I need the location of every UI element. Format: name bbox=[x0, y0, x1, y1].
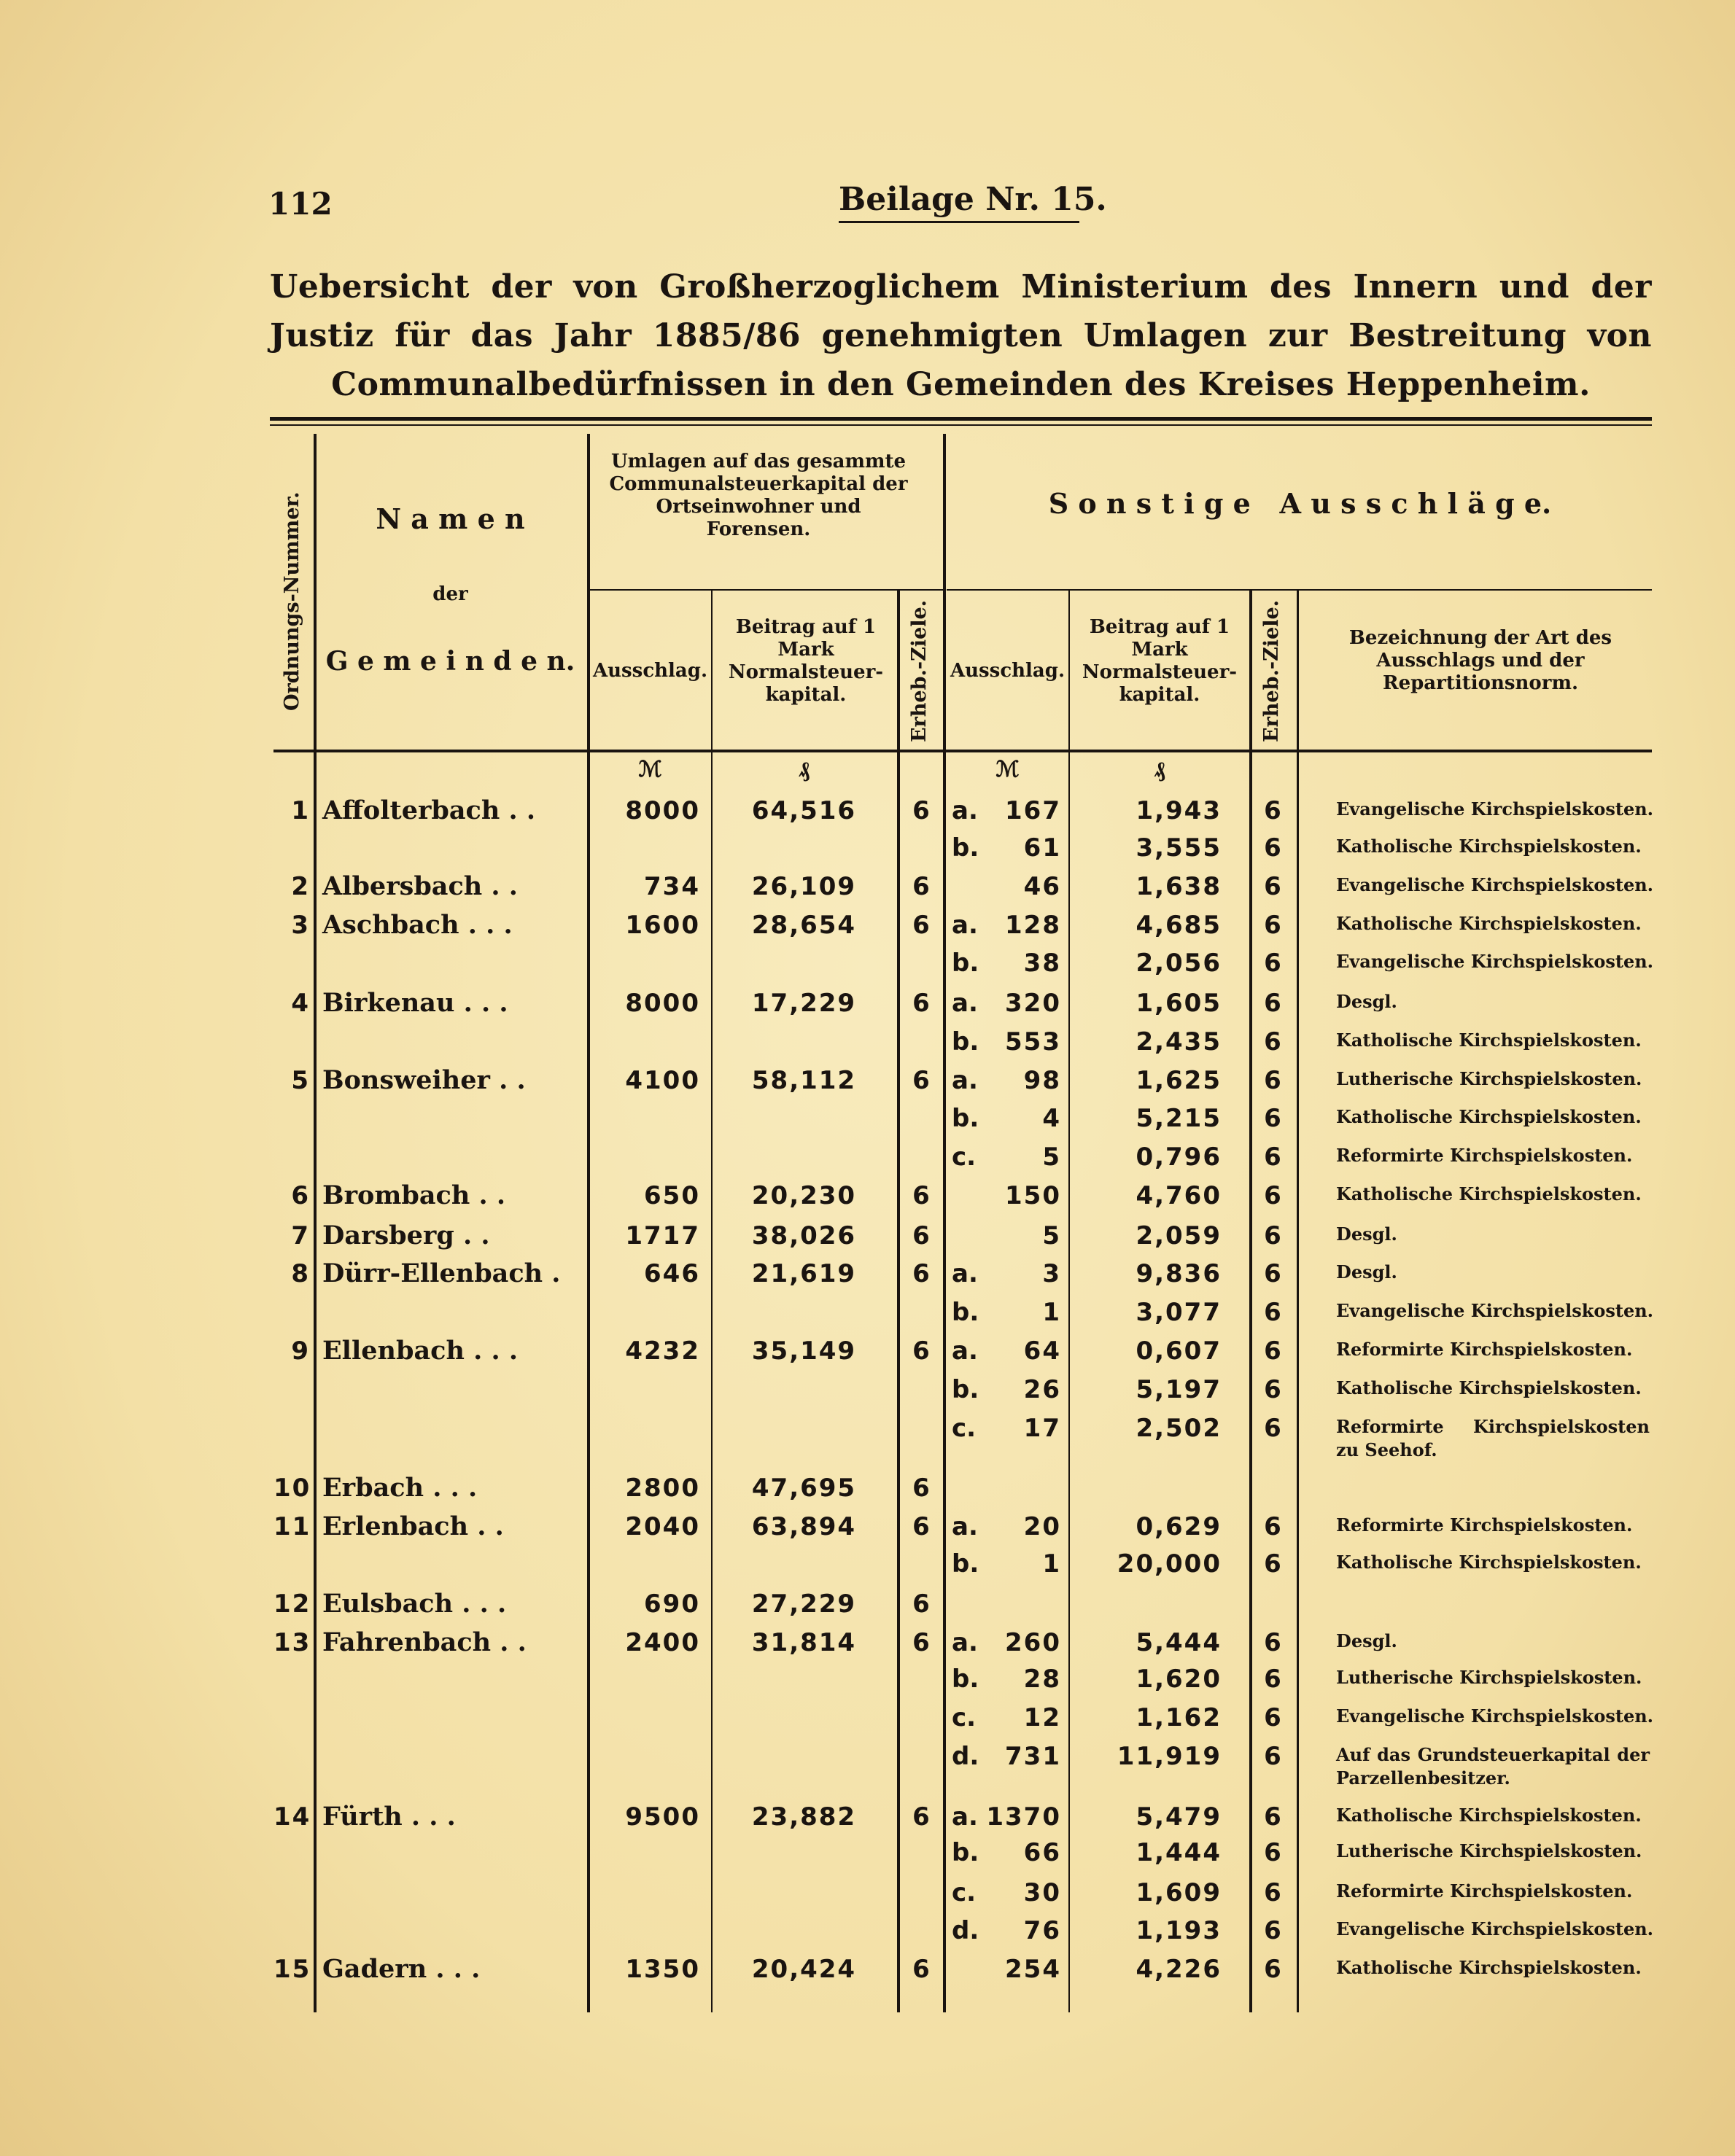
levy-amount: 4232 bbox=[625, 1336, 700, 1366]
levy-description: Reformirte Kirchspielskosten. bbox=[1336, 1145, 1633, 1166]
other-amount: 38 bbox=[1023, 949, 1061, 978]
sub-item-letter: d. bbox=[952, 1742, 979, 1771]
levy-description: Katholische Kirchspielskosten. bbox=[1336, 1106, 1642, 1127]
other-rate: 20,000 bbox=[1117, 1549, 1222, 1579]
municipality-name: Erbach . . . bbox=[322, 1473, 478, 1503]
levy-description: Evangelische Kirchspielskosten. bbox=[1336, 1705, 1654, 1727]
order-number: 2 bbox=[291, 872, 310, 901]
other-amount: 64 bbox=[1023, 1336, 1061, 1366]
page-title: Uebersicht der von Großherzoglichem Ministerium des Innern und der Justiz für das Jahr 1885/86 genehmigten Umlagen zur Bestreitung von Communalbedürfnissen in den Gemeinden des Kreises Heppenheim. bbox=[270, 268, 1652, 403]
levy-amount: 734 bbox=[644, 872, 700, 901]
other-instalments: 6 bbox=[1264, 1802, 1283, 1832]
other-rate: 2,502 bbox=[1136, 1414, 1222, 1443]
other-rate: 5,197 bbox=[1136, 1375, 1222, 1404]
levy-description: Desgl. bbox=[1336, 1223, 1397, 1245]
sub-item-letter: b. bbox=[952, 1298, 979, 1327]
sub-item-letter: b. bbox=[952, 1838, 979, 1867]
other-amount: 1370 bbox=[986, 1802, 1061, 1832]
header-contribution: Beitrag auf 1 Mark Normalsteuer-kapital. bbox=[728, 616, 884, 706]
levy-description: Evangelische Kirchspielskosten. bbox=[1336, 951, 1654, 972]
other-instalments: 6 bbox=[1264, 1221, 1283, 1250]
levy-amount: 8000 bbox=[625, 989, 700, 1018]
levy-description: Katholische Kirchspielskosten. bbox=[1336, 1377, 1642, 1398]
other-instalments: 6 bbox=[1264, 949, 1283, 978]
other-rate: 1,943 bbox=[1136, 796, 1222, 825]
levy-instalments: 6 bbox=[912, 1259, 931, 1288]
header-assessment: Ausschlag. bbox=[592, 660, 708, 682]
header-other-group: S o n s t i g e A u s s c h l ä g e. bbox=[1048, 487, 1552, 520]
order-number: 7 bbox=[291, 1221, 310, 1250]
levy-rate: 26,109 bbox=[751, 872, 857, 901]
sub-item-letter: a. bbox=[952, 1066, 978, 1095]
levy-description: Reformirte Kirchspielskosten. bbox=[1336, 1339, 1633, 1360]
levy-instalments: 6 bbox=[912, 989, 931, 1018]
column-rule bbox=[943, 434, 946, 2012]
levy-amount: 4100 bbox=[625, 1066, 700, 1095]
municipality-name: Albersbach . . bbox=[322, 871, 518, 901]
other-instalments: 6 bbox=[1264, 1375, 1283, 1404]
levy-amount: 8000 bbox=[625, 796, 700, 825]
other-rate: 2,059 bbox=[1136, 1221, 1222, 1250]
levy-instalments: 6 bbox=[912, 1802, 931, 1832]
sub-item-letter: a. bbox=[952, 796, 978, 825]
levy-description: Katholische Kirchspielskosten. bbox=[1336, 1183, 1642, 1205]
other-instalments: 6 bbox=[1264, 1703, 1283, 1732]
other-amount: 731 bbox=[1005, 1742, 1061, 1771]
levy-instalments: 6 bbox=[912, 911, 931, 940]
other-rate: 1,609 bbox=[1136, 1878, 1222, 1907]
sub-item-letter: b. bbox=[952, 1104, 979, 1133]
levy-instalments: 6 bbox=[912, 1181, 931, 1210]
levy-amount: 1350 bbox=[625, 1955, 700, 1984]
column-rule bbox=[711, 589, 713, 2012]
other-amount: 5 bbox=[1042, 1221, 1061, 1250]
sub-item-letter: c. bbox=[952, 1414, 977, 1443]
other-instalments: 6 bbox=[1264, 1838, 1283, 1867]
other-rate: 0,629 bbox=[1136, 1512, 1222, 1541]
other-instalments: 6 bbox=[1264, 1143, 1283, 1172]
municipality-name: Brombach . . bbox=[322, 1180, 506, 1210]
other-amount: 3 bbox=[1042, 1259, 1061, 1288]
sub-item-letter: d. bbox=[952, 1916, 979, 1945]
sub-item-letter: a. bbox=[952, 1628, 978, 1657]
other-amount: 30 bbox=[1023, 1878, 1061, 1907]
levy-description: Desgl. bbox=[1336, 1630, 1397, 1651]
page-number: 112 bbox=[268, 186, 333, 222]
levy-description: Lutherische Kirchspielskosten. bbox=[1336, 1667, 1642, 1688]
other-rate: 1,444 bbox=[1136, 1838, 1222, 1867]
order-number: 6 bbox=[291, 1181, 310, 1210]
municipality-name: Eulsbach . . . bbox=[322, 1589, 507, 1619]
levy-description: Katholische Kirchspielskosten. bbox=[1336, 836, 1642, 857]
levy-description: Katholische Kirchspielskosten. bbox=[1336, 1030, 1642, 1051]
other-instalments: 6 bbox=[1264, 1512, 1283, 1541]
levy-rate: 31,814 bbox=[751, 1628, 857, 1657]
levy-amount: 1600 bbox=[625, 911, 700, 940]
levy-amount: 646 bbox=[644, 1259, 700, 1288]
levy-rate: 35,149 bbox=[751, 1336, 857, 1366]
order-number: 12 bbox=[273, 1589, 311, 1619]
other-amount: 17 bbox=[1023, 1414, 1061, 1443]
other-instalments: 6 bbox=[1264, 796, 1283, 825]
levy-instalments: 6 bbox=[912, 1221, 931, 1250]
column-rule bbox=[943, 434, 946, 589]
levy-rate: 28,654 bbox=[751, 911, 857, 940]
other-amount: 260 bbox=[1005, 1628, 1061, 1657]
municipality-name: Gadern . . . bbox=[322, 1954, 481, 1984]
other-instalments: 6 bbox=[1264, 1181, 1283, 1210]
other-amount: 167 bbox=[1005, 796, 1061, 825]
other-amount: 26 bbox=[1023, 1375, 1061, 1404]
order-number: 4 bbox=[291, 989, 310, 1018]
levy-rate: 38,026 bbox=[751, 1221, 857, 1250]
other-rate: 0,796 bbox=[1136, 1143, 1222, 1172]
levy-rate: 64,516 bbox=[751, 796, 857, 825]
column-rule bbox=[897, 589, 900, 2012]
levy-rate: 20,230 bbox=[751, 1181, 857, 1210]
other-amount: 128 bbox=[1005, 911, 1061, 940]
other-instalments: 6 bbox=[1264, 911, 1283, 940]
header-names-3: G e m e i n d e n. bbox=[325, 646, 575, 677]
levy-description: Katholische Kirchspielskosten. bbox=[1336, 913, 1642, 934]
levy-description: Lutherische Kirchspielskosten. bbox=[1336, 1068, 1642, 1089]
other-instalments: 6 bbox=[1264, 1916, 1283, 1945]
levy-instalments: 6 bbox=[912, 1628, 931, 1657]
levy-instalments: 6 bbox=[912, 1512, 931, 1541]
levy-amount: 2800 bbox=[625, 1474, 700, 1503]
column-rule bbox=[1297, 589, 1299, 2012]
other-instalments: 6 bbox=[1264, 1878, 1283, 1907]
levy-amount: 1717 bbox=[625, 1221, 700, 1250]
other-amount: 98 bbox=[1023, 1066, 1061, 1095]
other-rate: 1,620 bbox=[1136, 1665, 1222, 1694]
other-rate: 2,435 bbox=[1136, 1027, 1222, 1056]
other-amount: 5 bbox=[1042, 1143, 1061, 1172]
other-amount: 1 bbox=[1042, 1549, 1061, 1579]
municipality-name: Erlenbach . . bbox=[322, 1511, 504, 1541]
other-instalments: 6 bbox=[1264, 1955, 1283, 1984]
other-rate: 1,625 bbox=[1136, 1066, 1222, 1095]
order-number: 5 bbox=[291, 1066, 310, 1095]
sub-item-letter: c. bbox=[952, 1703, 977, 1732]
header-names-1: N a m e n bbox=[376, 502, 525, 535]
other-rate: 9,836 bbox=[1136, 1259, 1222, 1288]
levy-description: Evangelische Kirchspielskosten. bbox=[1336, 1918, 1654, 1939]
sub-item-letter: b. bbox=[952, 1549, 979, 1579]
levy-description: Katholische Kirchspielskosten. bbox=[1336, 1805, 1642, 1826]
other-amount: 76 bbox=[1023, 1916, 1061, 1945]
other-rate: 1,638 bbox=[1136, 872, 1222, 901]
unit-pfennig-2: ₰ bbox=[1154, 757, 1165, 782]
other-amount: 61 bbox=[1023, 833, 1061, 863]
municipality-name: Bonsweiher . . bbox=[322, 1065, 526, 1095]
sub-item-letter: a. bbox=[952, 1336, 978, 1366]
sub-item-letter: a. bbox=[952, 911, 978, 940]
other-rate: 1,193 bbox=[1136, 1916, 1222, 1945]
top-rule-thick bbox=[270, 417, 1652, 421]
header-instalments: Erheb.-Ziele. bbox=[908, 599, 931, 742]
other-rate: 0,607 bbox=[1136, 1336, 1222, 1366]
levy-description: Lutherische Kirchspielskosten. bbox=[1336, 1840, 1642, 1861]
municipality-name: Affolterbach . . bbox=[322, 795, 536, 825]
levy-rate: 23,882 bbox=[751, 1802, 857, 1832]
other-instalments: 6 bbox=[1264, 1027, 1283, 1056]
header-names-2: der bbox=[432, 583, 468, 605]
levy-amount: 2040 bbox=[625, 1512, 700, 1541]
levy-description: Katholische Kirchspielskosten. bbox=[1336, 1552, 1642, 1573]
other-instalments: 6 bbox=[1264, 989, 1283, 1018]
other-instalments: 6 bbox=[1264, 1414, 1283, 1443]
sub-item-letter: b. bbox=[952, 949, 979, 978]
other-instalments: 6 bbox=[1264, 1336, 1283, 1366]
sub-item-letter: b. bbox=[952, 1375, 979, 1404]
other-amount: 20 bbox=[1023, 1512, 1061, 1541]
other-amount: 1 bbox=[1042, 1298, 1061, 1327]
other-instalments: 6 bbox=[1264, 1742, 1283, 1771]
order-number: 15 bbox=[273, 1955, 311, 1984]
other-instalments: 6 bbox=[1264, 1665, 1283, 1694]
other-instalments: 6 bbox=[1264, 1259, 1283, 1288]
top-rule-thin bbox=[270, 424, 1652, 426]
levy-rate: 58,112 bbox=[751, 1066, 857, 1095]
order-number: 1 bbox=[291, 796, 310, 825]
sub-item-letter: b. bbox=[952, 1027, 979, 1056]
levy-rate: 63,894 bbox=[751, 1512, 857, 1541]
other-rate: 4,760 bbox=[1136, 1181, 1222, 1210]
levy-rate: 27,229 bbox=[751, 1589, 857, 1619]
levy-description: Reformirte Kirchspielskosten. bbox=[1336, 1514, 1633, 1536]
sub-item-letter: a. bbox=[952, 989, 978, 1018]
municipality-name: Birkenau . . . bbox=[322, 988, 508, 1018]
sub-item-letter: a. bbox=[952, 1512, 978, 1541]
municipality-name: Darsberg . . bbox=[322, 1221, 490, 1250]
sub-item-letter: b. bbox=[952, 1665, 979, 1694]
other-instalments: 6 bbox=[1264, 1628, 1283, 1657]
column-rule bbox=[587, 434, 590, 2012]
supplement-heading: Beilage Nr. 15. bbox=[839, 181, 1079, 223]
column-rule bbox=[314, 434, 317, 2012]
order-number: 9 bbox=[291, 1336, 310, 1366]
other-instalments: 6 bbox=[1264, 1104, 1283, 1133]
header-divider-other bbox=[947, 589, 1652, 591]
unit-pfennig: ₰ bbox=[799, 757, 810, 782]
sub-item-letter: b. bbox=[952, 833, 979, 863]
unit-mark-2: ℳ bbox=[995, 757, 1020, 782]
levy-description: Desgl. bbox=[1336, 991, 1397, 1012]
other-amount: 150 bbox=[1005, 1181, 1061, 1210]
municipality-name: Dürr-Ellenbach . bbox=[322, 1258, 561, 1288]
levy-rate: 17,229 bbox=[751, 989, 857, 1018]
other-amount: 4 bbox=[1042, 1104, 1061, 1133]
other-amount: 28 bbox=[1023, 1665, 1061, 1694]
other-amount: 46 bbox=[1023, 872, 1061, 901]
other-rate: 5,444 bbox=[1136, 1628, 1222, 1657]
levy-instalments: 6 bbox=[912, 1066, 931, 1095]
other-instalments: 6 bbox=[1264, 872, 1283, 901]
levy-instalments: 6 bbox=[912, 1589, 931, 1619]
column-rule bbox=[1068, 589, 1070, 2012]
levy-instalments: 6 bbox=[912, 796, 931, 825]
other-rate: 4,685 bbox=[1136, 911, 1222, 940]
header-assessment-2: Ausschlag. bbox=[950, 660, 1066, 682]
other-rate: 11,919 bbox=[1117, 1742, 1222, 1771]
other-instalments: 6 bbox=[1264, 1549, 1283, 1579]
unit-mark: ℳ bbox=[638, 757, 662, 782]
header-description: Bezeichnung der Art des Ausschlags und der Repartitionsnorm. bbox=[1348, 627, 1612, 694]
order-number: 3 bbox=[291, 911, 310, 940]
levy-description: Evangelische Kirchspielskosten. bbox=[1336, 798, 1654, 820]
other-rate: 3,077 bbox=[1136, 1298, 1222, 1327]
levy-description: Evangelische Kirchspielskosten. bbox=[1336, 874, 1654, 895]
municipality-name: Fahrenbach . . bbox=[322, 1627, 527, 1657]
sub-item-letter: a. bbox=[952, 1802, 978, 1832]
other-instalments: 6 bbox=[1264, 833, 1283, 863]
order-number: 13 bbox=[273, 1628, 311, 1657]
levy-instalments: 6 bbox=[912, 1955, 931, 1984]
order-number: 11 bbox=[273, 1512, 311, 1541]
other-rate: 4,226 bbox=[1136, 1955, 1222, 1984]
levy-instalments: 6 bbox=[912, 1474, 931, 1503]
other-instalments: 6 bbox=[1264, 1298, 1283, 1327]
levy-amount: 690 bbox=[644, 1589, 700, 1619]
other-rate: 5,215 bbox=[1136, 1104, 1222, 1133]
levy-description: Reformirte Kirchspielskosten zu Seehof. bbox=[1336, 1416, 1650, 1460]
levy-amount: 9500 bbox=[625, 1802, 700, 1832]
municipality-name: Fürth . . . bbox=[322, 1802, 456, 1832]
other-amount: 320 bbox=[1005, 989, 1061, 1018]
sub-item-letter: c. bbox=[952, 1878, 977, 1907]
sub-item-letter: a. bbox=[952, 1259, 978, 1288]
levy-rate: 21,619 bbox=[751, 1259, 857, 1288]
header-order-number: Ordnungs-Nummer. bbox=[281, 491, 303, 712]
levy-instalments: 6 bbox=[912, 872, 931, 901]
levy-amount: 2400 bbox=[625, 1628, 700, 1657]
municipality-name: Aschbach . . . bbox=[322, 910, 513, 940]
header-bottom-rule bbox=[273, 750, 1652, 752]
levy-rate: 47,695 bbox=[751, 1474, 857, 1503]
other-amount: 553 bbox=[1005, 1027, 1061, 1056]
levy-description: Reformirte Kirchspielskosten. bbox=[1336, 1880, 1633, 1902]
sub-item-letter: c. bbox=[952, 1143, 977, 1172]
other-amount: 12 bbox=[1023, 1703, 1061, 1732]
levy-description: Desgl. bbox=[1336, 1261, 1397, 1283]
levy-description: Evangelische Kirchspielskosten. bbox=[1336, 1300, 1654, 1321]
other-instalments: 6 bbox=[1264, 1066, 1283, 1095]
municipality-name: Ellenbach . . . bbox=[322, 1336, 519, 1366]
levy-amount: 650 bbox=[644, 1181, 700, 1210]
levy-description: Katholische Kirchspielskosten. bbox=[1336, 1957, 1642, 1978]
other-amount: 254 bbox=[1005, 1955, 1061, 1984]
header-contribution-2: Beitrag auf 1 Mark Normalsteuer-kapital. bbox=[1082, 616, 1238, 706]
order-number: 10 bbox=[273, 1474, 311, 1503]
other-rate: 1,605 bbox=[1136, 989, 1222, 1018]
other-rate: 5,479 bbox=[1136, 1802, 1222, 1832]
levy-description: Auf das Grundsteuerkapital der Parzellenbesitzer. bbox=[1336, 1744, 1650, 1789]
header-divider-levies bbox=[589, 589, 943, 591]
levy-rate: 20,424 bbox=[751, 1955, 857, 1984]
header-levies-group: Umlagen auf das gesammte Communalsteuerkapital der Ortseinwohner und Forensen. bbox=[609, 451, 908, 540]
other-rate: 3,555 bbox=[1136, 833, 1222, 863]
other-rate: 2,056 bbox=[1136, 949, 1222, 978]
order-number: 14 bbox=[273, 1802, 311, 1832]
header-instalments-2: Erheb.-Ziele. bbox=[1260, 599, 1283, 742]
levy-instalments: 6 bbox=[912, 1336, 931, 1366]
order-number: 8 bbox=[291, 1259, 310, 1288]
other-amount: 66 bbox=[1023, 1838, 1061, 1867]
other-rate: 1,162 bbox=[1136, 1703, 1222, 1732]
